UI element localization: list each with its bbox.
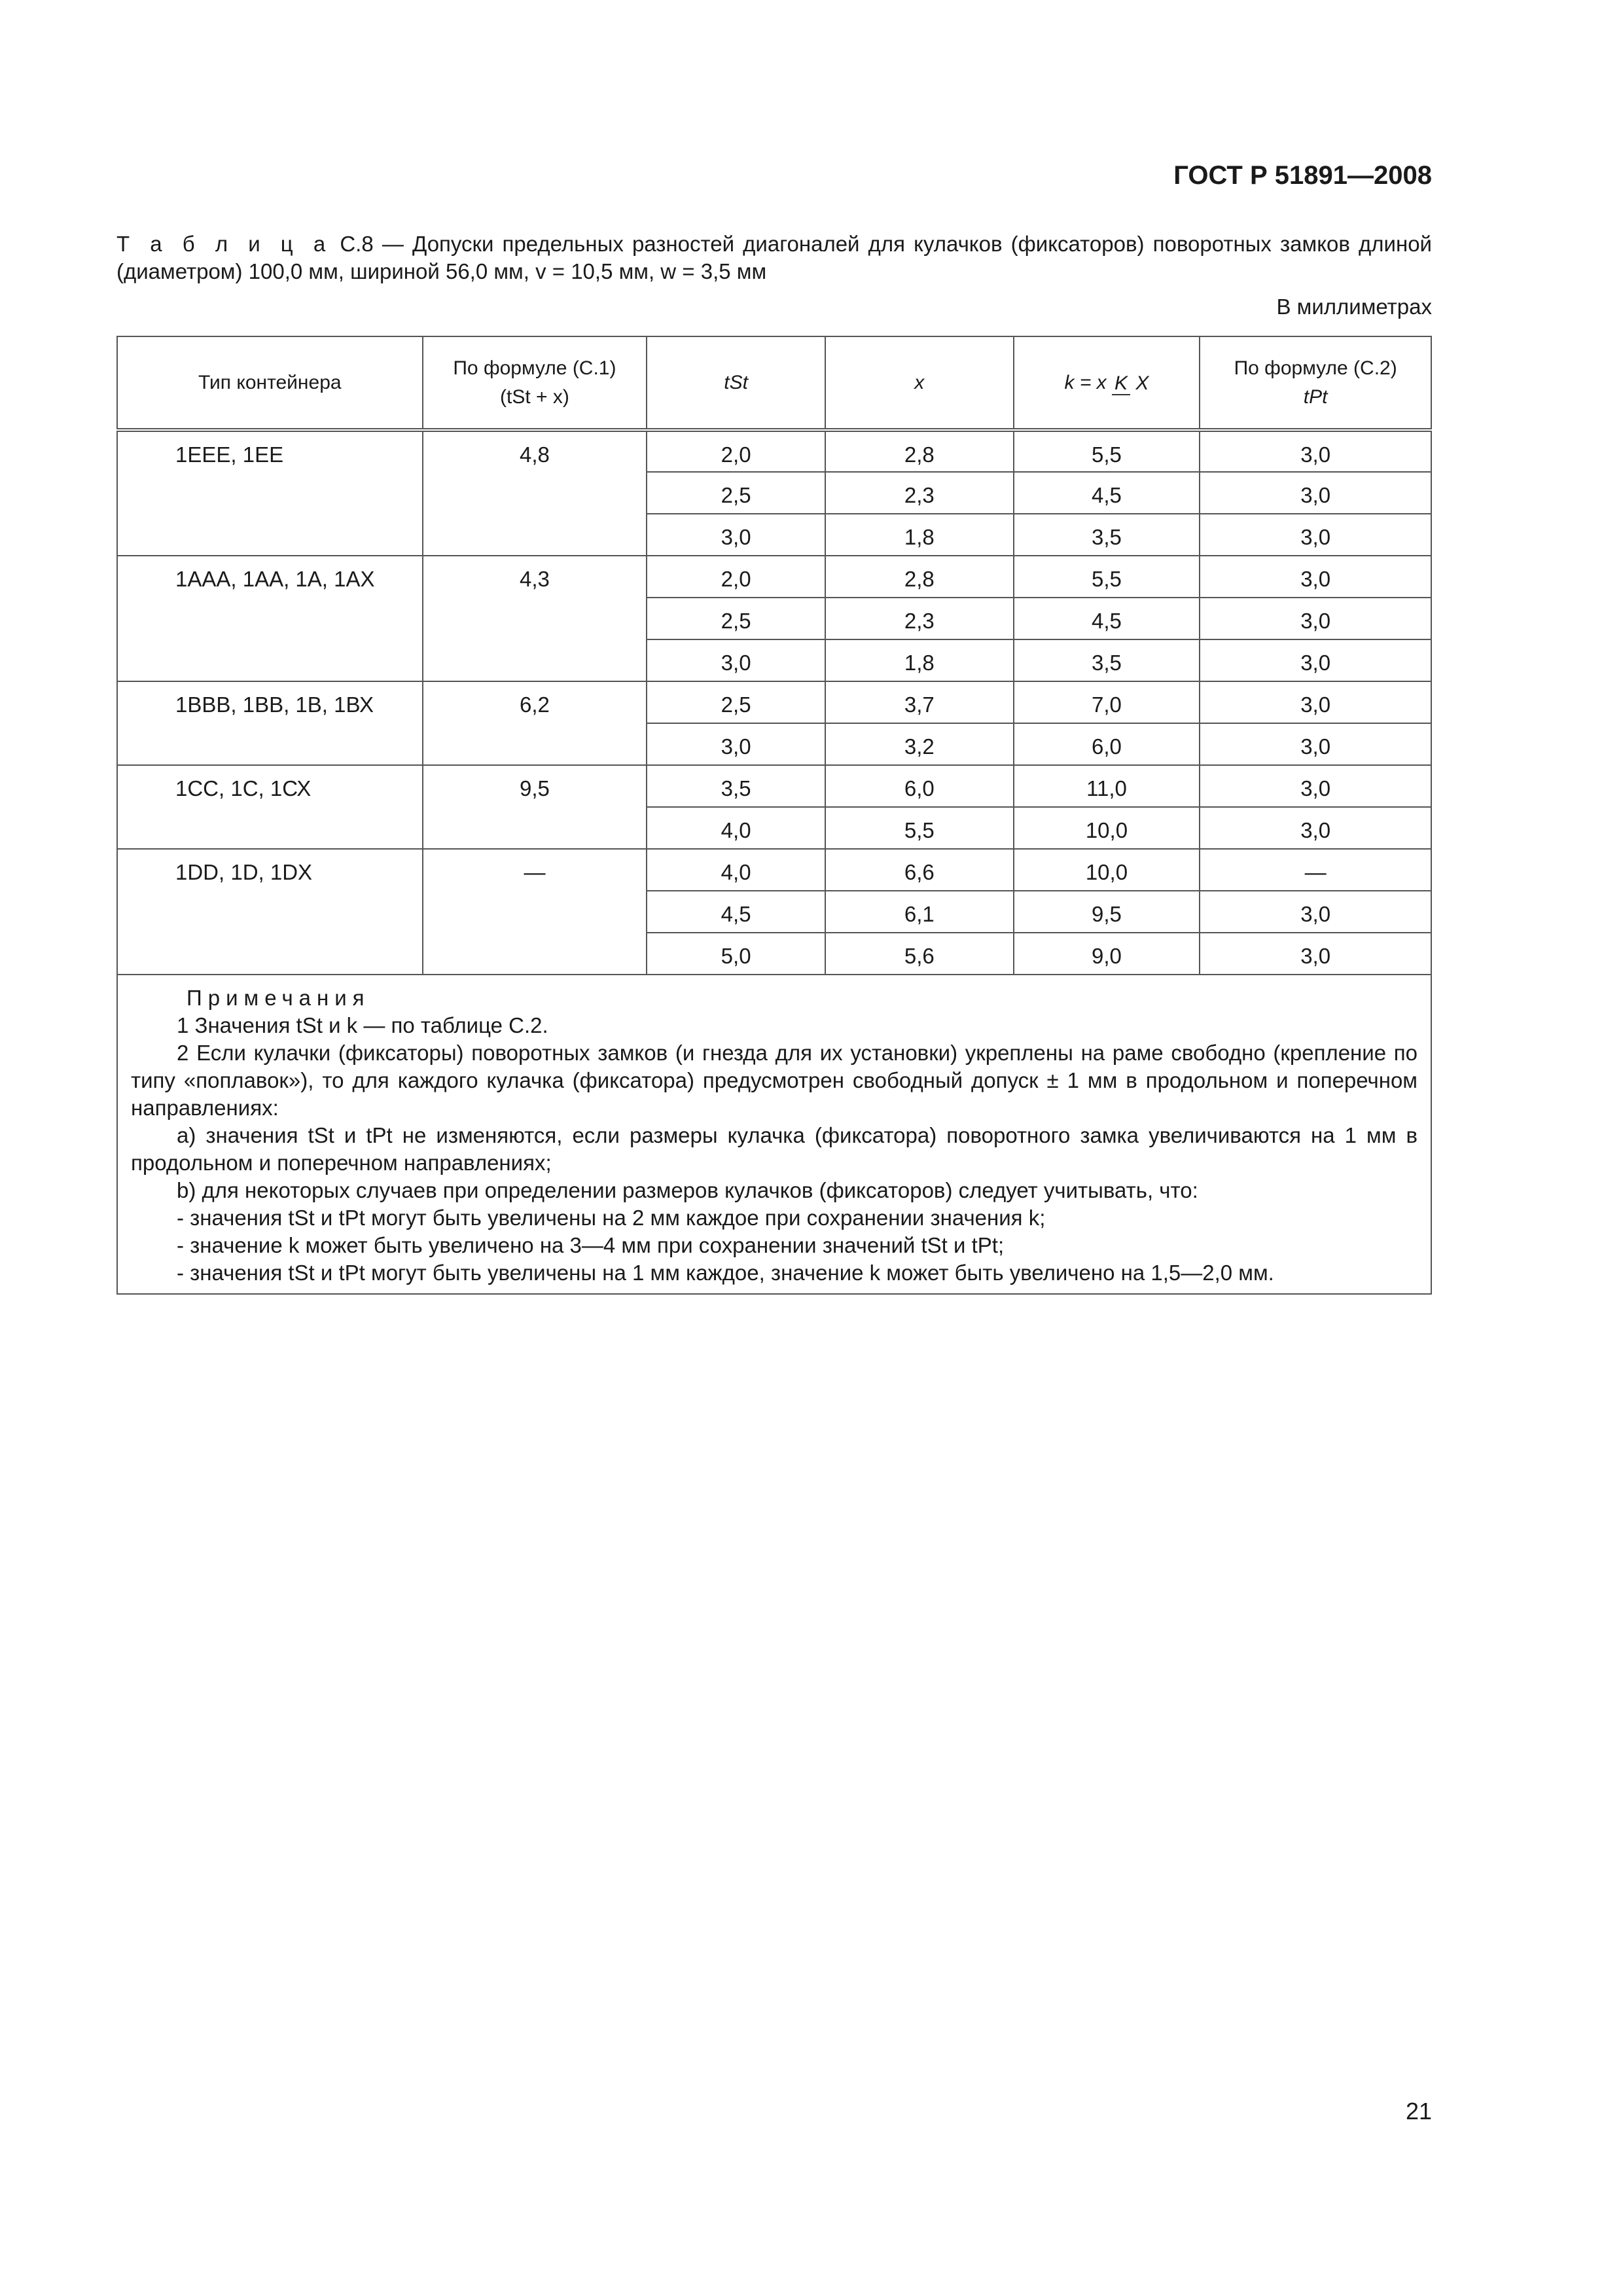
cell-tpt: 3,0 [1200,639,1431,681]
document-code: ГОСТ Р 51891—2008 [1173,161,1432,190]
header-tpt-label: tPt [1303,386,1328,408]
cell-formula-c1: 9,5 [423,765,647,849]
cell-tpt: 3,0 [1200,514,1431,556]
cell-tst: 3,0 [647,514,825,556]
cell-k: 3,5 [1014,514,1200,556]
header-formula-c1 [423,336,647,430]
cell-tpt: 3,0 [1200,681,1431,723]
cell-formula-c1: 6,2 [423,681,647,765]
cell-tst: 2,5 [647,598,825,639]
cell-k: 11,0 [1014,765,1200,807]
header-k-prefix: k = x [1064,371,1107,393]
cell-k: 5,5 [1014,556,1200,598]
header-tst [647,336,825,430]
table-caption-label: Т а б л и ц а [116,232,332,256]
cell-tst: 2,0 [647,430,825,472]
table-header-row [117,336,1431,430]
header-formula-c2-title: По формуле (С.2) [1234,357,1397,379]
cell-k: 4,5 [1014,472,1200,514]
cell-tpt: 3,0 [1200,807,1431,849]
cell-tst: 4,0 [647,849,825,891]
table-row [117,765,1431,807]
cell-tpt: 3,0 [1200,598,1431,639]
cell-tst: 4,5 [647,891,825,933]
cell-x: 3,7 [825,681,1014,723]
note-2: 2 Если кулачки (фиксаторы) поворотных замков (и гнезда для их установки) укреплены на раме свободно (крепление по типу «поплавок»), то для каждого кулачка (фиксатора) предусмотрен свободный допуск ± 1 мм в продольном и поперечном направлениях: [131,1041,1418,1120]
cell-tst: 3,5 [647,765,825,807]
cell-container-type: 1DD, 1D, 1DX [117,849,423,975]
cell-tst: 2,5 [647,681,825,723]
cell-x: 2,3 [825,472,1014,514]
note-2b: b) для некоторых случаев при определении размеров кулачков (фиксаторов) следует учитывать, что: [177,1178,1198,1202]
note-dash-2: - значение k может быть увеличено на 3—4 мм при сохранении значений tSt и tPt; [177,1233,1005,1257]
header-k [1014,336,1200,430]
header-formula-c2 [1200,336,1431,430]
table-caption [116,230,1432,285]
header-formula-c2-expr [1200,383,1431,412]
cell-k: 7,0 [1014,681,1200,723]
note-2a: а) значения tSt и tPt не изменяются, если размеры кулачка (фиксатора) поворотного замка увеличиваются на 1 мм в продольном и поперечном направлениях; [131,1123,1418,1175]
note-dash-1: - значения tSt и tPt могут быть увеличены на 2 мм каждое при сохранении значения k; [177,1206,1046,1230]
header-container-type: Тип контейнера [117,336,423,430]
cell-k: 10,0 [1014,849,1200,891]
cell-tpt: 3,0 [1200,472,1431,514]
cell-k: 9,0 [1014,933,1200,975]
table-row [117,681,1431,723]
cell-tpt: — [1200,849,1431,891]
cell-x: 6,1 [825,891,1014,933]
cell-formula-c1: 4,3 [423,556,647,681]
cell-k: 3,5 [1014,639,1200,681]
page-number: 21 [1405,2098,1432,2125]
table-caption-text: С.8 — Допуски предельных разностей диагоналей для кулачков (фиксаторов) поворотных замков длиной (диаметром) 100,0 мм, шириной 56,0 мм, v = 10,5 мм, w = 3,5 мм [116,232,1432,283]
cell-formula-c1: — [423,849,647,975]
cell-tst: 5,0 [647,933,825,975]
cell-k: 4,5 [1014,598,1200,639]
header-k-numerator: K [1112,372,1130,395]
note-dash-3: - значения tSt и tPt могут быть увеличены на 1 мм каждое, значение k может быть увеличено на 1,5—2,0 мм. [177,1261,1274,1285]
header-x-label: x [914,371,925,393]
cell-x: 1,8 [825,514,1014,556]
cell-tpt: 3,0 [1200,765,1431,807]
cell-tst: 3,0 [647,723,825,765]
cell-tpt: 3,0 [1200,556,1431,598]
note-1: 1 Значения tSt и k — по таблице С.2. [177,1013,548,1037]
table-row [117,556,1431,598]
cell-x: 6,0 [825,765,1014,807]
cell-k: 9,5 [1014,891,1200,933]
cell-x: 2,8 [825,430,1014,472]
notes-cell [117,975,1431,1294]
tolerance-table [116,336,1432,1295]
cell-tst: 2,0 [647,556,825,598]
cell-tpt: 3,0 [1200,723,1431,765]
cell-tst: 4,0 [647,807,825,849]
header-k-fraction [1112,371,1149,396]
cell-k: 6,0 [1014,723,1200,765]
cell-x: 6,6 [825,849,1014,891]
cell-tpt: 3,0 [1200,430,1431,472]
notes-row [117,975,1431,1294]
cell-tst: 3,0 [647,639,825,681]
cell-x: 2,8 [825,556,1014,598]
cell-x: 5,5 [825,807,1014,849]
header-tst-label: tSt [724,371,748,393]
cell-x: 2,3 [825,598,1014,639]
cell-k: 10,0 [1014,807,1200,849]
cell-tst: 2,5 [647,472,825,514]
header-formula-c1-title: По формуле (С.1) [453,357,616,379]
cell-tpt: 3,0 [1200,891,1431,933]
cell-formula-c1: 4,8 [423,430,647,556]
cell-container-type: 1ААА, 1АА, 1А, 1АХ [117,556,423,681]
table-row [117,849,1431,891]
cell-k: 5,5 [1014,430,1200,472]
notes-title: Примечания [187,986,370,1010]
header-formula-c1-expr: (tSt + x) [500,386,569,408]
cell-x: 5,6 [825,933,1014,975]
cell-x: 1,8 [825,639,1014,681]
table-row [117,430,1431,472]
cell-container-type: 1ЕЕЕ, 1ЕЕ [117,430,423,556]
units-label: В миллиметрах [1276,295,1432,319]
header-x [825,336,1014,430]
header-k-denominator: X [1135,372,1149,394]
cell-x: 3,2 [825,723,1014,765]
cell-container-type: 1ВВВ, 1ВВ, 1В, 1ВХ [117,681,423,765]
cell-tpt: 3,0 [1200,933,1431,975]
cell-container-type: 1СС, 1С, 1СХ [117,765,423,849]
